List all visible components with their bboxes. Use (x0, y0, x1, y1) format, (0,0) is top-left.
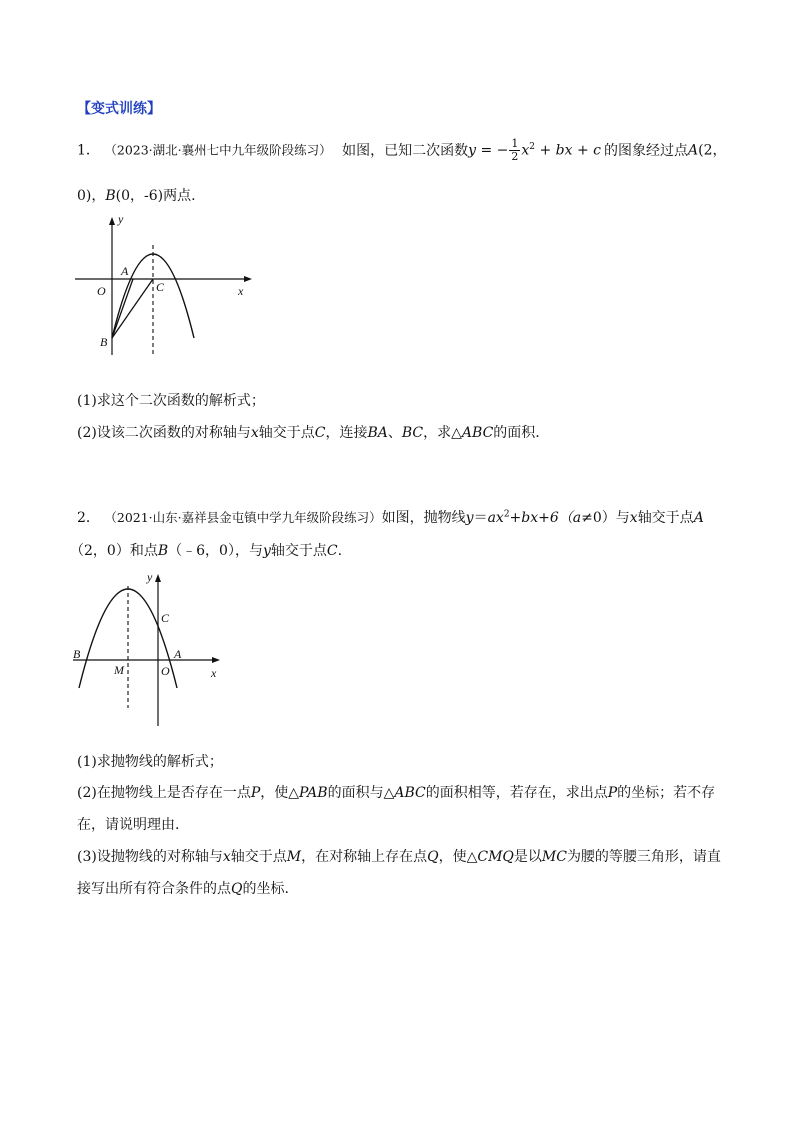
q2-eq-A: A (693, 510, 704, 526)
q1-sub2-f: 的面积. (493, 425, 540, 441)
q2-sub2-P2: P (607, 785, 618, 801)
fig1-x-arrow (244, 276, 252, 282)
q2-line2-b: （﹣6，0），与 (168, 543, 263, 559)
q2-sub2-ABC: ABC (394, 785, 426, 801)
q1-line1 (77, 138, 726, 163)
fig2-label-y: y (147, 570, 153, 584)
q1-fraction (509, 138, 520, 163)
fig1-segment-BC (112, 279, 153, 338)
q1-sub2-x: x (250, 425, 259, 441)
q2-sub3-line1 (77, 847, 721, 867)
q1-line2-start: 0)， (77, 188, 106, 204)
q2-intro: 如图，抛物线 (381, 510, 466, 526)
q2-sub3-Q: Q (427, 849, 439, 865)
q2-line2-c: 轴交于点 (270, 543, 327, 559)
q2-eq-x: x (629, 510, 638, 526)
q2-sub2-line1 (77, 783, 715, 803)
q2-sub3-line2-a: 接写出所有符合条件的点 (77, 881, 231, 897)
q2-eq-y: y (465, 510, 474, 526)
q2-sub2-P: P (250, 785, 261, 801)
fig2-label-B: B (73, 647, 81, 661)
q2-line1 (77, 508, 704, 528)
q1-number: 1． (77, 142, 100, 159)
q1-pointA-tail: (2， (698, 142, 727, 159)
q2-sub2-d: 的面积相等，若存在，求出点 (425, 785, 608, 801)
q1-pointA: A (687, 142, 699, 159)
figure-2-parabola (70, 566, 230, 730)
q1-formula-x: x (521, 142, 530, 159)
fig1-segment-BA (112, 279, 133, 338)
q2-sub2-e: 的坐标；若不存 (617, 785, 716, 801)
q2-eq-a: a (572, 510, 582, 526)
q2-sub3-e: 是以 (513, 849, 542, 865)
q1-sub2 (77, 423, 540, 443)
q1-formula-sup: 2 (529, 141, 536, 152)
fig2-label-A: A (174, 647, 182, 661)
q2-sub2-b: ，使△ (260, 785, 300, 801)
q2-eq-rest: +bx+6（ (509, 510, 573, 526)
fig1-label-C: C (156, 280, 165, 294)
q1-source: （2023·湖北·襄州七中九年级阶段练习） (104, 142, 332, 158)
q2-source: （2021·山东·嘉祥县金屯镇中学九年级阶段练习） (104, 510, 382, 525)
q2-sub3-x: x (222, 849, 231, 865)
q2-sub3-c: ，在对称轴上存在点 (301, 849, 428, 865)
q2-sub2-PAB: PAB (299, 785, 328, 801)
q2-number: 2． (77, 510, 100, 526)
q1-sub2-e: ，求△ (423, 425, 462, 441)
fig1-y-arrow (109, 217, 115, 225)
q2-eq-ax: ax (487, 510, 504, 526)
q2-sub3-line2 (77, 879, 289, 899)
fig2-y-arrow (155, 574, 161, 582)
q2-sub3-b: 轴交于点 (230, 849, 287, 865)
fig2-label-x: x (211, 666, 217, 680)
q2-line2-a: （2，0）和点 (70, 543, 158, 559)
fig1-label-B: B (100, 335, 108, 349)
figure-1-parabola (70, 205, 260, 365)
q1-sub1: (1)求这个二次函数的解析式； (77, 393, 265, 409)
q1-sub2-d: 、 (387, 425, 402, 441)
q2-sub2-a: (2)在抛物线上是否存在一点 (77, 785, 251, 801)
q2-sub3-MC: MC (541, 849, 567, 865)
q1-line2 (77, 186, 196, 206)
fig1-label-y: y (118, 212, 124, 226)
q1-sub2-ABC: ABC (461, 425, 494, 441)
q2-line2-C: C (326, 543, 338, 559)
q2-line2-d: . (337, 543, 343, 559)
q2-sub3-M: M (286, 849, 302, 865)
fig2-label-C: C (161, 611, 170, 625)
q2-sub3-line2-b: 的坐标. (242, 881, 289, 897)
q2-line2-y: y (262, 543, 271, 559)
q2-eq-sup: 2 (503, 509, 510, 520)
q2-eq-axis: 轴交于点 (637, 510, 694, 526)
fig1-label-O: O (97, 284, 106, 298)
section-heading: 【变式训练】 (77, 101, 161, 117)
fraction-denominator: 2 (511, 150, 519, 163)
q1-sub2-BC: BC (401, 425, 424, 441)
q2-sub3-d: ，使△ (438, 849, 478, 865)
q1-pointB: B (105, 188, 116, 204)
q2-line2-B: B (157, 543, 169, 559)
fig2-x-arrow (212, 657, 220, 663)
q1-sub2-b: 轴交于点 (258, 425, 315, 441)
q2-sub3-f: 为腰的等腰三角形，请直 (566, 849, 721, 865)
q1-sub2-C: C (314, 425, 326, 441)
q1-after-formula: 的图象经过点 (603, 142, 688, 159)
q2-sub3-a: (3)设抛物线的对称轴与 (77, 849, 223, 865)
q1-formula-rest: + bx + c (535, 142, 601, 159)
q1-formula-lhs: y = − (468, 142, 509, 159)
q1-line2-end: (0，-6)两点. (115, 188, 196, 204)
q2-line2 (70, 541, 342, 561)
q2-sub2-line2: 在，请说明理由. (77, 817, 180, 833)
q2-eq-eq: ＝ (473, 510, 488, 526)
q2-sub2-c: 的面积与△ (327, 785, 395, 801)
q1-sub2-c: ，连接 (325, 425, 368, 441)
q2-sub1: (1)求抛物线的解析式； (77, 754, 223, 770)
q2-eq-ne: ≠0）与 (581, 510, 630, 526)
q2-sub3-CMQ: CMQ (477, 849, 514, 865)
q1-intro: 如图，已知二次函数 (342, 142, 469, 159)
fig2-label-O: O (161, 664, 170, 678)
q1-sub2-BA: BA (367, 425, 388, 441)
q1-sub2-a: (2)设该二次函数的对称轴与 (77, 425, 251, 441)
fig1-label-A: A (121, 264, 129, 278)
q2-sub3-Q2: Q (231, 881, 243, 897)
fraction-numerator: 1 (511, 137, 519, 150)
fig1-label-x: x (238, 284, 244, 298)
fig2-label-M: M (114, 663, 124, 677)
